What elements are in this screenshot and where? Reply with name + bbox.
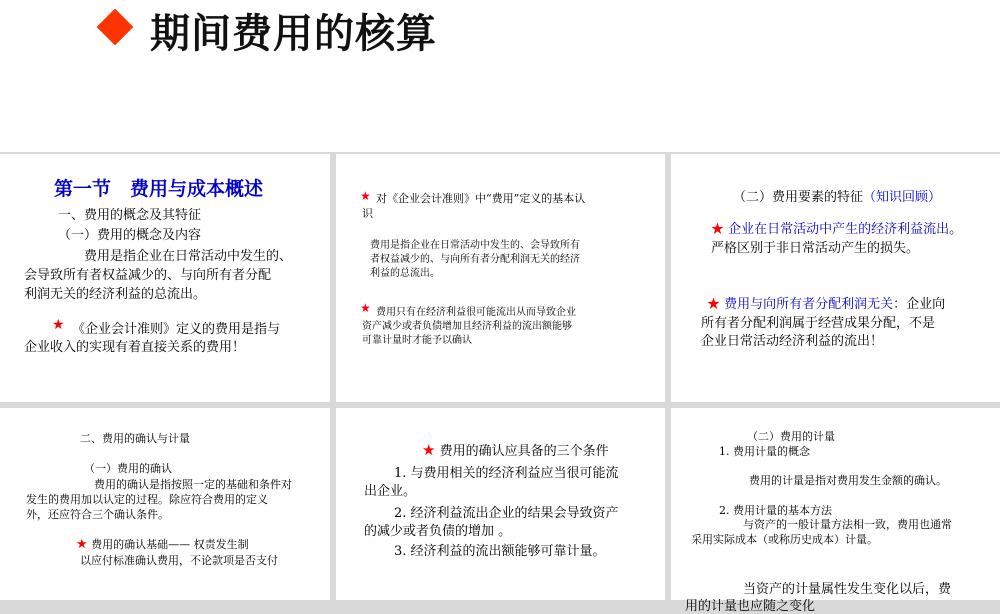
condition-1-line-1: 1. 与费用相关的经济利益应当很可能流 [394,466,619,481]
star-icon: ★ [422,441,436,459]
subheading-1: 一、费用的概念及其特征 [58,208,202,223]
definition-line-1: 费用是指企业在日常活动中发生的、会导致所有 [370,240,580,251]
star-icon: ★ [76,537,88,552]
recognition-heading-2: 识 [362,207,373,220]
star-icon: ★ [360,301,371,315]
slide-2[interactable] [336,154,665,402]
measurement-concept-text: 费用的计量是指对费用发生金额的确认。 [749,474,947,487]
basis-text: 费用的确认基础—— 权责发生制 [91,538,249,551]
subheading: （一）费用的确认 [84,462,172,475]
recognition-line-3: 外，还应符合三个确认条件。 [26,508,169,521]
measurement-method-line-2: 采用实际成本（或称历史成本）计量。 [691,533,878,546]
feature-1-highlight: 企业在日常活动中产生的经济利益流出 [728,222,950,237]
conditions-heading [422,440,609,459]
section-heading: 二、费用的确认与计量 [80,432,190,445]
feature-2 [707,293,945,312]
measurement-change-line-2: 用的计量也应随之变化 [685,599,816,614]
header-banner [0,0,1000,152]
slide-6[interactable] [671,408,1000,614]
definition-line-1: 费用是指企业在日常活动中发生的、 [84,249,293,264]
feature-2-highlight: 费用与向所有者分配利润无关 [724,297,894,312]
slide-1[interactable] [0,154,330,402]
recognition-line-2: 发生的费用加以认定的过程。除应符合费用的定义 [26,493,268,506]
slide-4[interactable] [0,408,330,600]
condition-line-1: 费用只有在经济利益很可能流出从而导致企业 [376,307,576,318]
condition-line-3: 可靠计量时才能予以确认 [362,335,472,346]
diamond-bullet-icon [97,9,134,46]
measurement-change-line-1: 当资产的计量属性发生变化以后，费 [743,582,952,597]
subheading-2: （一）费用的概念及内容 [58,228,202,243]
measurement-method-line-1: 与资产的一般计量方法相一致，费用也通常 [743,518,952,531]
star-icon: ★ [707,297,721,312]
star-icon: ★ [52,317,65,333]
recognition-heading-1: 对《企业会计准则》中“费用”定义的基本认 [376,192,586,205]
feature-1 [711,218,962,237]
feature-2-line-2: 所有者分配利润属于经营成果分配，不是 [701,316,936,331]
page-title: 期间费用的核算 [150,11,437,57]
feature-1-end: 。 [949,222,963,237]
conditions-heading-text: 费用的确认应具备的三个条件 [439,444,609,459]
measurement-heading: （二）费用的计量 [747,430,835,443]
condition-3: 3. 经济利益的流出额能够可靠计量。 [394,544,606,559]
features-heading [733,186,941,205]
feature-2-line-3: 企业日常活动经济利益的流出！ [701,334,884,349]
measurement-concept-title: 1. 费用计量的概念 [719,445,810,458]
condition-2-line-1: 2. 经济利益流出企业的结果会导致资产 [394,506,619,521]
condition-2-line-2: 的减少或者负债的增加 。 [364,524,512,539]
note-line-1: 《企业会计准则》定义的费用是指与 [72,322,281,337]
feature-1-line-2: 严格区别于非日常活动产生的损失。 [711,241,920,256]
condition-line-2: 资产减少或者负债增加且经济利益的流出额能够 [362,321,572,332]
condition-1-line-2: 出企业。 [364,484,417,499]
features-heading-text: （二）费用要素的特征 [733,190,864,205]
measurement-method-title: 2. 费用计量的基本方法 [719,504,832,517]
definition-line-3: 利润无关的经济利益的总流出。 [24,287,207,302]
basis-line-2: 以应付标准确认费用，不论款项是否支付 [80,554,278,567]
features-heading-hint: （知识回顾） [863,190,942,205]
slide-5[interactable] [336,408,665,600]
definition-line-2: 者权益减少的、与向所有者分配利润无关的经济 [370,254,580,265]
star-icon: ★ [711,222,725,237]
star-icon: ★ [360,189,371,203]
basis-line [76,536,249,552]
recognition-line-1: 费用的确认是指按照一定的基础和条件对 [94,478,292,491]
section-heading: 第一节 费用与成本概述 [54,178,264,200]
slide-3[interactable] [671,154,1000,402]
definition-line-2: 会导致所有者权益减少的、与向所有者分配 [24,268,272,283]
note-line-2: 企业收入的实现有着直接关系的费用！ [24,340,246,355]
definition-line-3: 利益的总流出。 [370,268,440,279]
feature-2-rest: ：企业向 [893,297,946,312]
